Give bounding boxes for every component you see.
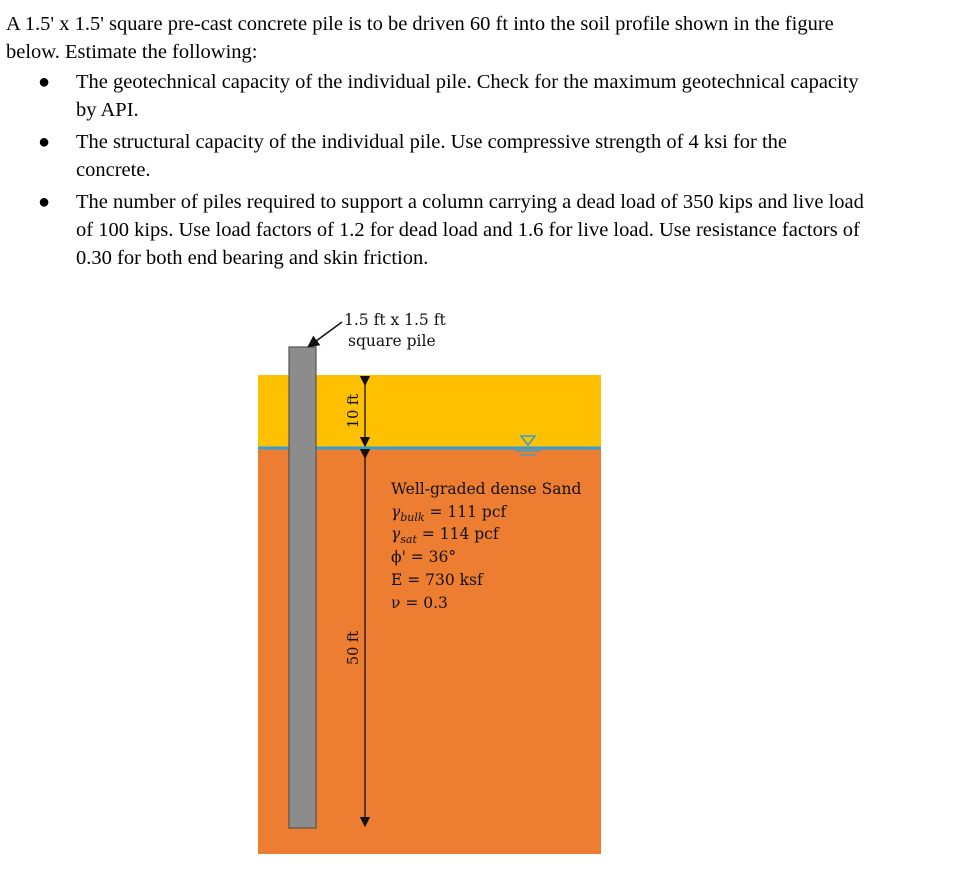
- problem-intro: A 1.5' x 1.5' square pre-cast concrete pile is to be driven 60 ft into the soil profile shown in the figure below. Estimate the following:: [6, 13, 834, 63]
- elastic-modulus: E = 730 ksf: [391, 571, 483, 589]
- friction-angle: ϕ' = 36°: [391, 548, 457, 566]
- pile-label-line1: 1.5 ft x 1.5 ft: [344, 311, 446, 329]
- gamma-sat: $\gamma_{sat} = 114$ pcf: [391, 525, 499, 546]
- lower-layer-thickness-label: 50 ft: [346, 630, 362, 666]
- bullet-icon: ●: [37, 71, 51, 93]
- pile-leader-line: [312, 322, 342, 344]
- poisson-ratio: ν = 0.3: [391, 594, 448, 612]
- bullet-icon: ●: [37, 191, 51, 213]
- task-text: The geotechnical capacity of the individual pile. Check for the maximum geotechnical capacity by API.: [76, 71, 859, 121]
- task-text: The number of piles required to support a column carrying a dead load of 350 kips and live load of 100 kips. Use load factors of 1.2 for dead load and 1.6 for live load. Use resistance factors of 0.30 for both end bearing and skin friction.: [76, 191, 864, 269]
- top-layer-thickness-label: 10 ft: [346, 393, 362, 429]
- concrete-pile: [289, 347, 316, 828]
- bullet-icon: ●: [37, 131, 51, 153]
- pile-label-line2: square pile: [348, 332, 436, 350]
- gamma-bulk: $\gamma_{bulk} = 111$ pcf: [391, 503, 507, 524]
- soil-name: Well-graded dense Sand: [391, 480, 582, 498]
- task-text: The structural capacity of the individual pile. Use compressive strength of 4 ksi for the concrete.: [76, 131, 788, 181]
